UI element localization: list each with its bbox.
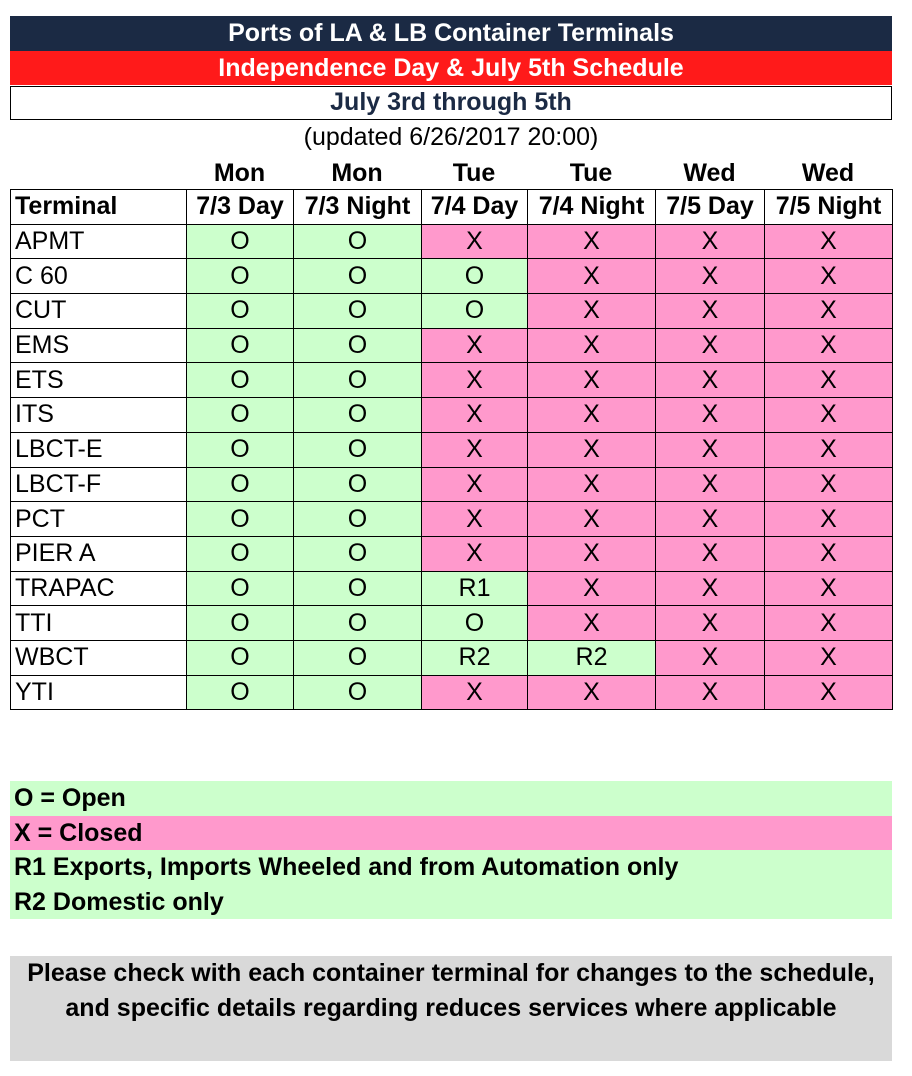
status-cell: X	[656, 398, 765, 433]
status-cell: O	[187, 398, 294, 433]
day-header-row	[186, 156, 892, 190]
status-cell: X	[422, 432, 528, 467]
status-cell: X	[528, 467, 656, 502]
status-cell: O	[187, 294, 294, 329]
terminal-name: WBCT	[11, 640, 187, 675]
status-cell: X	[528, 502, 656, 537]
status-cell: X	[765, 536, 893, 571]
legend	[10, 781, 892, 919]
status-cell: X	[765, 640, 893, 675]
status-cell: X	[765, 675, 893, 710]
status-cell: X	[528, 328, 656, 363]
status-cell: O	[187, 259, 294, 294]
status-cell: X	[656, 675, 765, 710]
terminal-name: ETS	[11, 363, 187, 398]
status-cell: O	[187, 606, 294, 641]
updated-timestamp: (updated 6/26/2017 20:00)	[303, 123, 599, 151]
day-header: Wed	[801, 159, 855, 187]
schedule-subtitle: Independence Day & July 5th Schedule	[10, 51, 892, 85]
status-cell: O	[422, 606, 528, 641]
notice-box: Please check with each container terminal for changes to the schedule, and specific details regarding reduces services where applicable	[10, 956, 892, 1061]
terminal-name: LBCT-E	[11, 432, 187, 467]
status-cell: X	[656, 224, 765, 259]
status-cell: X	[656, 259, 765, 294]
status-cell: X	[765, 224, 893, 259]
status-cell: X	[528, 224, 656, 259]
day-header: Mon	[331, 159, 383, 187]
status-cell: X	[528, 606, 656, 641]
status-cell: X	[656, 606, 765, 641]
status-cell: X	[765, 398, 893, 433]
status-cell: X	[765, 328, 893, 363]
status-cell: X	[765, 467, 893, 502]
terminal-name: ITS	[11, 398, 187, 433]
status-cell: X	[422, 675, 528, 710]
table-row	[11, 398, 893, 433]
status-cell: X	[422, 536, 528, 571]
shift-column-header: 7/3 Day	[187, 190, 294, 225]
status-cell: X	[422, 502, 528, 537]
status-cell: X	[528, 294, 656, 329]
status-cell: O	[294, 328, 422, 363]
status-cell: X	[656, 328, 765, 363]
status-cell: O	[187, 363, 294, 398]
page-title: Ports of LA & LB Container Terminals	[10, 16, 892, 51]
shift-column-header: 7/5 Night	[765, 190, 893, 225]
status-cell: X	[528, 675, 656, 710]
shift-column-header: 7/5 Day	[656, 190, 765, 225]
table-row	[11, 536, 893, 571]
status-cell: X	[656, 467, 765, 502]
status-cell: O	[294, 502, 422, 537]
status-cell: X	[422, 467, 528, 502]
status-cell: O	[294, 224, 422, 259]
status-cell: X	[765, 259, 893, 294]
terminal-name: CUT	[11, 294, 187, 329]
status-cell: O	[294, 294, 422, 329]
day-header: Tue	[452, 159, 496, 187]
status-cell: O	[294, 467, 422, 502]
table-row	[11, 640, 893, 675]
terminal-name: PIER A	[11, 536, 187, 571]
shift-column-header: 7/3 Night	[294, 190, 422, 225]
status-cell: X	[528, 259, 656, 294]
table-row	[11, 294, 893, 329]
status-cell: X	[765, 432, 893, 467]
status-cell: X	[656, 536, 765, 571]
status-cell: O	[294, 363, 422, 398]
status-cell: O	[294, 640, 422, 675]
status-cell: O	[187, 224, 294, 259]
status-cell: X	[422, 328, 528, 363]
table-row	[11, 467, 893, 502]
legend-item: R1 Exports, Imports Wheeled and from Automation only	[10, 850, 892, 885]
day-header: Mon	[213, 159, 266, 187]
terminal-name: LBCT-F	[11, 467, 187, 502]
status-cell: O	[294, 432, 422, 467]
table-row	[11, 571, 893, 606]
status-cell: O	[294, 606, 422, 641]
status-cell: X	[528, 536, 656, 571]
status-cell: X	[765, 363, 893, 398]
table-row	[11, 224, 893, 259]
status-cell: O	[187, 675, 294, 710]
status-cell: X	[765, 571, 893, 606]
status-cell: O	[187, 432, 294, 467]
terminal-name: C 60	[11, 259, 187, 294]
status-cell: O	[187, 571, 294, 606]
legend-item: X = Closed	[10, 816, 892, 851]
status-cell: X	[528, 363, 656, 398]
status-cell: X	[422, 363, 528, 398]
status-cell: O	[294, 675, 422, 710]
status-cell: X	[528, 432, 656, 467]
status-cell: O	[294, 571, 422, 606]
date-range: July 3rd through 5th	[10, 86, 892, 120]
table-header-row	[11, 190, 893, 225]
status-cell: R2	[528, 640, 656, 675]
status-cell: O	[187, 502, 294, 537]
status-cell: X	[656, 363, 765, 398]
status-cell: X	[656, 294, 765, 329]
table-row	[11, 502, 893, 537]
status-cell: X	[765, 606, 893, 641]
status-cell: O	[422, 259, 528, 294]
status-cell: O	[187, 328, 294, 363]
table-row	[11, 606, 893, 641]
legend-item: O = Open	[10, 781, 892, 816]
status-cell: X	[656, 502, 765, 537]
table-row	[11, 432, 893, 467]
status-cell: O	[187, 467, 294, 502]
terminal-name: YTI	[11, 675, 187, 710]
status-cell: X	[528, 571, 656, 606]
status-cell: X	[422, 398, 528, 433]
terminal-name: TTI	[11, 606, 187, 641]
terminal-name: PCT	[11, 502, 187, 537]
status-cell: R2	[422, 640, 528, 675]
status-cell: O	[187, 640, 294, 675]
status-cell: X	[656, 432, 765, 467]
status-cell: O	[294, 259, 422, 294]
table-row	[11, 363, 893, 398]
day-header: Wed	[683, 159, 736, 187]
status-cell: X	[422, 224, 528, 259]
schedule-table	[10, 189, 893, 710]
terminal-name: TRAPAC	[11, 571, 187, 606]
status-cell: X	[765, 502, 893, 537]
table-row	[11, 675, 893, 710]
terminal-name: EMS	[11, 328, 187, 363]
status-cell: O	[422, 294, 528, 329]
status-cell: O	[294, 398, 422, 433]
legend-item: R2 Domestic only	[10, 885, 892, 920]
shift-column-header: 7/4 Night	[528, 190, 656, 225]
terminal-column-header: Terminal	[11, 190, 187, 225]
status-cell: X	[656, 571, 765, 606]
status-cell: X	[765, 294, 893, 329]
shift-column-header: 7/4 Day	[422, 190, 528, 225]
status-cell: R1	[422, 571, 528, 606]
terminal-name: APMT	[11, 224, 187, 259]
status-cell: X	[656, 640, 765, 675]
status-cell: X	[528, 398, 656, 433]
status-cell: O	[187, 536, 294, 571]
status-cell: O	[294, 536, 422, 571]
table-row	[11, 259, 893, 294]
table-row	[11, 328, 893, 363]
day-header: Tue	[569, 159, 613, 187]
